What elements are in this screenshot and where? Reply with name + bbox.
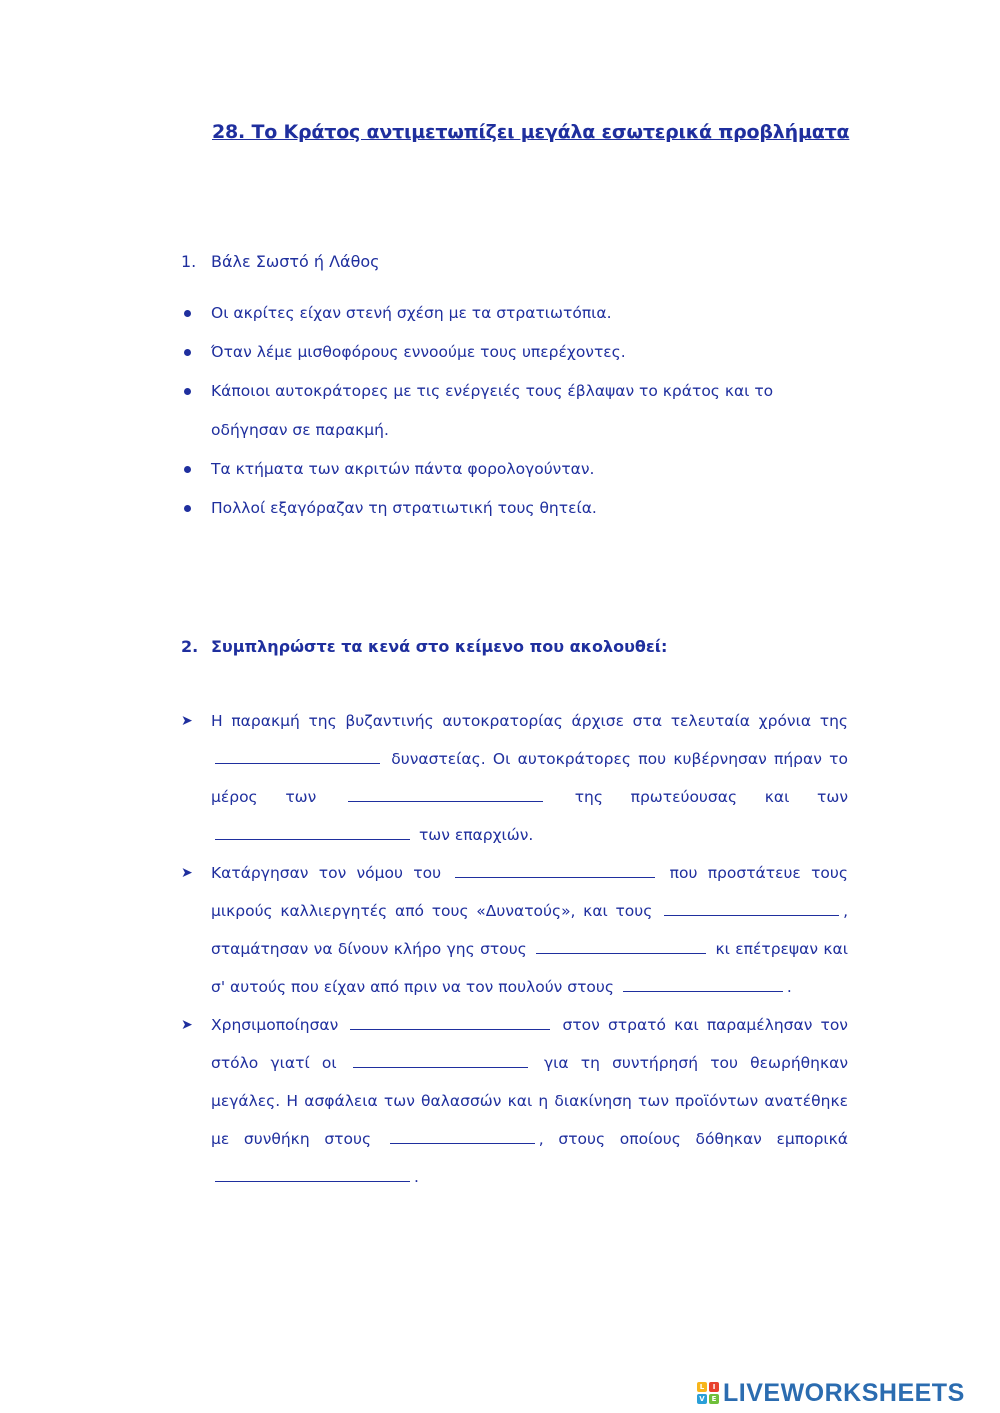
true-false-item[interactable]: Τα κτήματα των ακριτών πάντα φορολογούνταν.: [181, 450, 841, 489]
blank-field[interactable]: [455, 859, 655, 878]
logo-mark-letter: I: [709, 1382, 719, 1392]
blank-field[interactable]: [390, 1125, 535, 1144]
fill-paragraph-3: [181, 1006, 848, 1196]
blank-field[interactable]: [215, 745, 380, 764]
page-title: 28. Το Κράτος αντιμετωπίζει μεγάλα εσωτερικά προβλήματα: [212, 121, 850, 143]
logo-text: LIVEWORKSHEETS: [723, 1378, 965, 1407]
blank-field[interactable]: [215, 1163, 410, 1182]
blank-field[interactable]: [350, 1011, 550, 1030]
arrow-bullet-icon: ➤: [181, 865, 193, 881]
exercise-2-heading: [181, 637, 667, 656]
exercise-2-title: Συμπληρώστε τα κενά στο κείμενο που ακολουθεί:: [211, 637, 668, 656]
paragraph-text: δυναστείας. Οι αυτοκράτορες που κυβέρνησαν πήραν το μέρος των: [211, 750, 848, 806]
blank-field[interactable]: [348, 783, 543, 802]
true-false-item[interactable]: Όταν λέμε μισθοφόρους εννοούμε τους υπερέχοντες.: [181, 333, 841, 372]
logo-mark-letter: E: [709, 1394, 719, 1404]
paragraph-text: .: [786, 978, 792, 996]
blank-field[interactable]: [664, 897, 839, 916]
blank-field[interactable]: [536, 935, 706, 954]
true-false-item[interactable]: Κάποιοι αυτοκράτορες με τις ενέργειές τους έβλαψαν το κράτος και το οδήγησαν σε παρακμή.: [181, 372, 841, 450]
exercise-1-heading: [181, 252, 380, 271]
fill-in-text: [181, 702, 848, 1196]
paragraph-text: Χρησιμοποίησαν: [211, 1016, 339, 1034]
blank-field[interactable]: [353, 1049, 528, 1068]
true-false-list: [181, 294, 841, 528]
paragraph-text: κι επέτρεψαν και σ' αυτούς που είχαν από πριν να τον πουλούν στους: [211, 940, 848, 996]
exercise-1-title: Βάλε Σωστό ή Λάθος: [211, 252, 380, 271]
paragraph-text: .: [414, 1168, 419, 1186]
liveworksheets-logo[interactable]: [697, 1379, 965, 1407]
blank-field[interactable]: [215, 821, 410, 840]
paragraph-text: στον στρατό και παραμέλησαν τον στόλο γιατί οι: [211, 1016, 848, 1072]
true-false-item[interactable]: Πολλοί εξαγόραζαν τη στρατιωτική τους θητεία.: [181, 489, 841, 528]
paragraph-text: Κατάργησαν τον νόμου του: [211, 864, 442, 882]
logo-mark-letter: L: [697, 1382, 707, 1392]
paragraph-text: των επαρχιών.: [418, 826, 534, 844]
true-false-item[interactable]: Οι ακρίτες είχαν στενή σχέση με τα στρατιωτόπια.: [181, 294, 841, 333]
blank-field[interactable]: [623, 973, 783, 992]
paragraph-text: Η παρακμή της βυζαντινής αυτοκρατορίας άρχισε στα τελευταία χρόνια της: [211, 712, 848, 730]
exercise-1-number: 1.: [181, 252, 197, 271]
paragraph-text: , στους οποίους δόθηκαν εμπορικά: [538, 1130, 849, 1148]
paragraph-text: για τη συντήρησή του θεωρήθηκαν μεγάλες. Η ασφάλεια των θαλασσών και η διακίνηση των προϊόντων ανατέθηκε με συνθήκη στους: [211, 1054, 848, 1148]
fill-paragraph-1: [181, 702, 848, 854]
paragraph-text: της πρωτεύουσας και των: [574, 788, 848, 806]
arrow-bullet-icon: ➤: [181, 1017, 193, 1033]
paragraph-text: , σταμάτησαν να δίνουν κλήρο γης στους: [211, 902, 848, 958]
arrow-bullet-icon: ➤: [181, 713, 193, 729]
paragraph-text: που προστάτευε τους μικρούς καλλιεργητές από τους «Δυνατούς», και τους: [211, 864, 848, 920]
exercise-2-number: 2.: [181, 637, 199, 656]
fill-paragraph-2: [181, 854, 848, 1006]
logo-mark-letter: V: [697, 1394, 707, 1404]
logo-mark-icon: [697, 1382, 719, 1404]
